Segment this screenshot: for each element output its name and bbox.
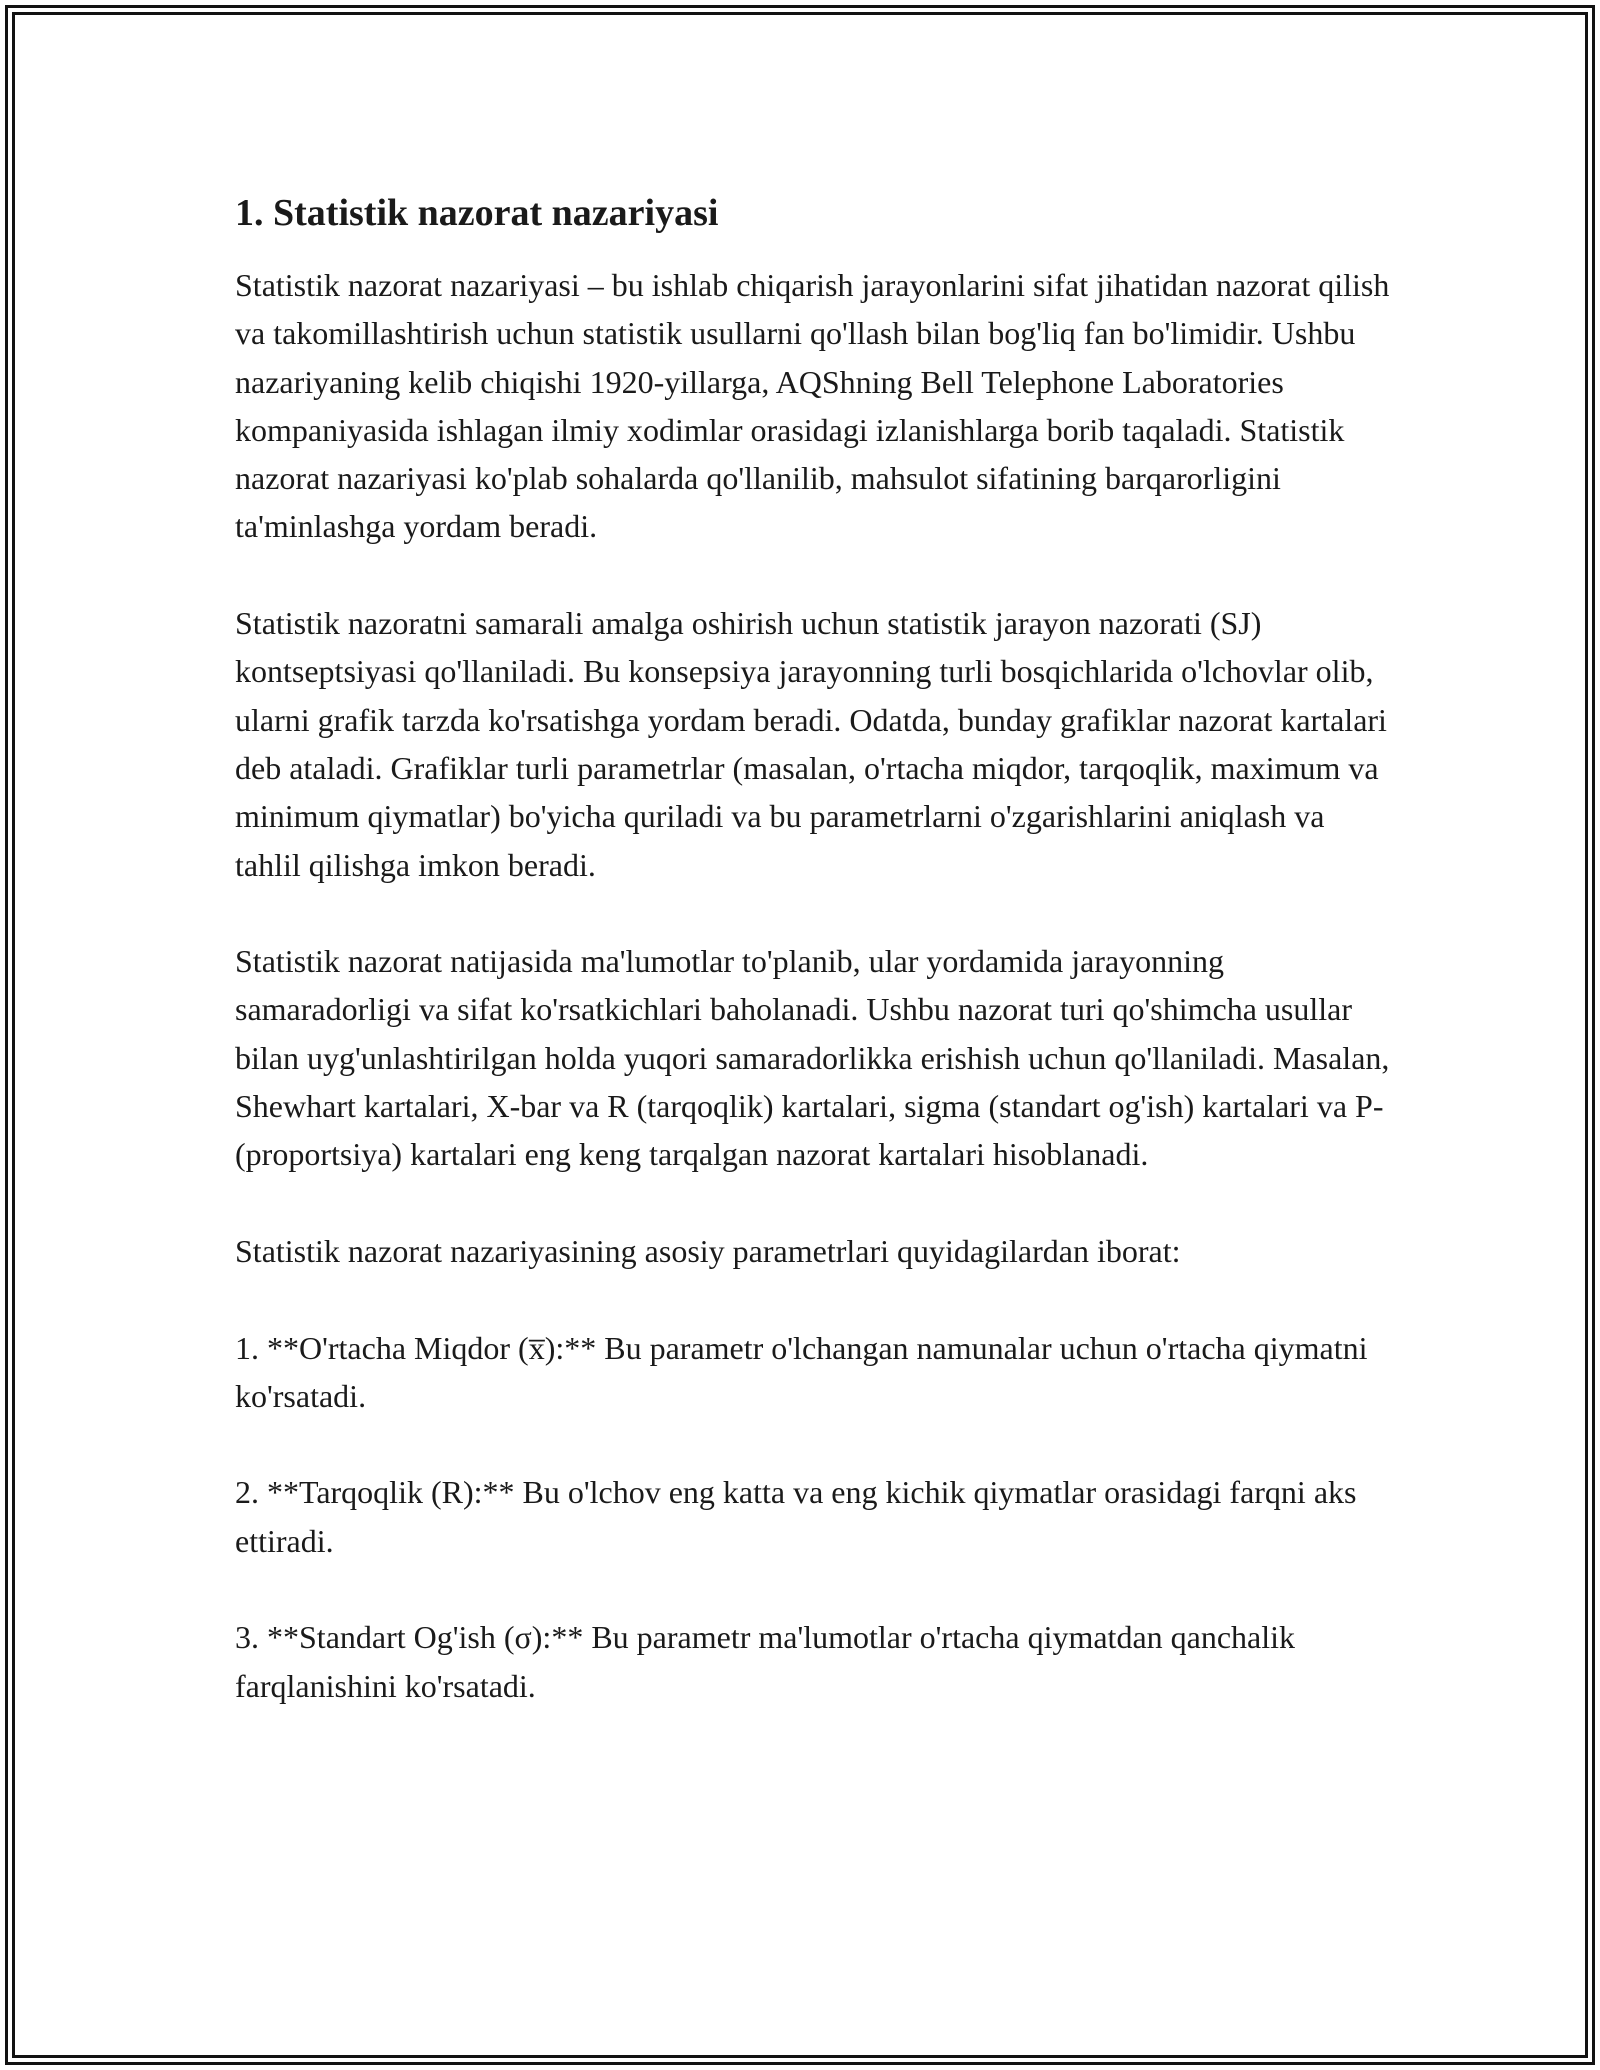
paragraph-parameters-intro: Statistik nazorat nazariyasining asosiy parametrlari quyidagilardan iborat: <box>235 1232 1181 1269</box>
paragraph-intro: Statistik nazorat nazariyasi – bu ishlab chiqarish jarayonlarini sifat jihatidan nazorat qilish va takomillashtirish uchun statistik usullarni qo'llash bilan bog'liq fan bo'limidir. Ushbu nazariyaning kelib chiqishi 1920-yillarga, AQShning Bell Telephone Laboratories kompaniyasida ishlagan ilmiy xodimlar orasidagi izlanishlarga borib taqaladi. Statistik nazorat nazariyasi ko'plab sohalarda qo'llanilib, mahsulot sifatining barqarorligini ta'minlashga yordam beradi. <box>235 267 1390 545</box>
document-title: 1. Statistik nazorat nazariyasi <box>235 192 719 234</box>
document-body <box>235 187 1395 1710</box>
list-item-std-dev: 3. **Standart Og'ish (σ):** Bu parametr ma'lumotlar o'rtacha qiymatdan qanchalik farqlanishini ko'rsatadi. <box>235 1619 1296 1704</box>
list-item-mean: 1. **O'rtacha Miqdor (x̅):** Bu parametr o'lchangan namunalar uchun o'rtacha qiymatni ko'rsatadi. <box>235 1329 1368 1414</box>
paragraph-process-control: Statistik nazoratni samarali amalga oshirish uchun statistik jarayon nazorati (SJ) kontseptsiyasi qo'llaniladi. Bu konsepsiya jarayonning turli bosqichlarida o'lchovlar olib, ularni grafik tarzda ko'rsatishga yordam beradi. Odatda, bunday grafiklar nazorat kartalari deb ataladi. Grafiklar turli parametrlar (masalan, o'rtacha miqdor, tarqoqlik, maximum va minimum qiymatlar) bo'yicha quriladi va bu parametrlarni o'zgarishlarini aniqlash va tahlil qilishga imkon beradi. <box>235 605 1387 883</box>
list-item-range: 2. **Tarqoqlik (R):** Bu o'lchov eng katta va eng kichik qiymatlar orasidagi farqni aks ettiradi. <box>235 1474 1357 1559</box>
paragraph-control-charts: Statistik nazorat natijasida ma'lumotlar to'planib, ular yordamida jarayonning samaradorligi va sifat ko'rsatkichlari baholanadi. Ushbu nazorat turi qo'shimcha usullar bilan uyg'unlashtirilgan holda yuqori samaradorlikka erishish uchun qo'llaniladi. Masalan, Shewhart kartalari, X-bar va R (tarqoqlik) kartalari, sigma (standart og'ish) kartalari va P- (proportsiya) kartalari eng keng tarqalgan nazorat kartalari hisoblanadi. <box>235 943 1390 1173</box>
